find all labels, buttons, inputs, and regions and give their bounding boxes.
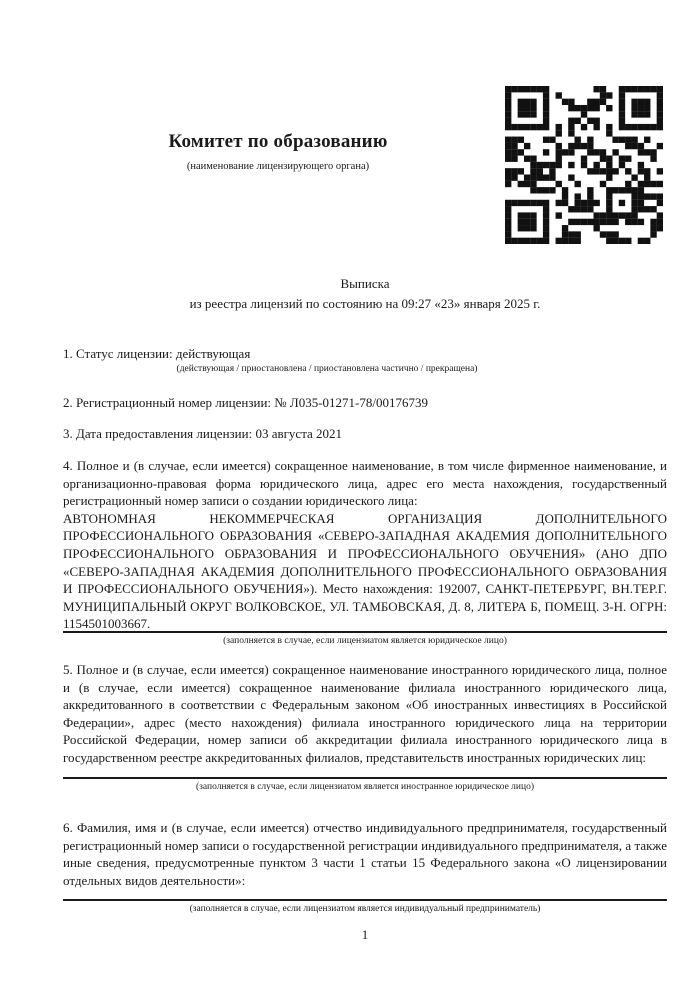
qr-code-icon — [505, 86, 663, 244]
field-license-status: 1. Статус лицензии: действующая — [63, 346, 251, 361]
field-foreign-entity: 5. Полное и (в случае, если имеется) сокращенное наименование иностранного юридического лица, полное и (в случае, если имеется) сокращенное наименование филиала иностранного юридического лица, аккредитованного в соответствии с Федеральным законом «Об иностранных инвестициях в Российской Федерации», адрес (место нахождения) филиала иностранного юридического лица на территории Российской Федерации, номер записи об аккредитации филиала иностранного юридического лица в государственном реестре аккредитованных филиалов, представительств иностранных юридических лиц: — [63, 662, 667, 765]
field-legal-entity — [63, 457, 667, 633]
divider-legal-entity — [63, 631, 667, 633]
entrepreneur-caption: (заполняется в случае, если лицензиатом является индивидуальный предприниматель) — [189, 904, 541, 914]
field-license-status-caption: (действующая / приостановлена / приостановлена частично / прекращена) — [176, 364, 478, 374]
field-legal-entity-intro: 4. Полное и (в случае, если имеется) сокращенное наименование, в том числе фирменное наименование, и организационно-правовая форма юридического лица, адрес его места нахождения, государственный регистрационный номер записи о создании юридического лица: — [63, 458, 667, 509]
field-legal-entity-value: АВТОНОМНАЯ НЕКОММЕРЧЕСКАЯ ОРГАНИЗАЦИЯ ДОПОЛНИТЕЛЬНОГО ПРОФЕССИОНАЛЬНОГО ОБРАЗОВАНИЯ «СЕВЕРО-ЗАПАДНАЯ АКАДЕМИЯ ДОПОЛНИТЕЛЬНОГО ПРОФЕССИОНАЛЬНОГО ОБРАЗОВАНИЯ И ПРОФЕССИОНАЛЬНОГО ОБУЧЕНИЯ» (АНО ДПО «СЕВЕРО-ЗАПАДНАЯ АКАДЕМИЯ ДОПОЛНИТЕЛЬНОГО ПРОФЕССИОНАЛЬНОГО ОБРАЗОВАНИЯ И ПРОФЕССИОНАЛЬНОГО ОБУЧЕНИЯ»). Место нахождения: 192007, САНКТ-ПЕТЕРБУРГ, ВН.ТЕР.Г. МУНИЦИПАЛЬНЫЙ ОКРУГ ВОЛКОВСКОЕ, УЛ. ТАМБОВСКАЯ, Д. 8, ЛИТЕРА Б, ПОМЕЩ. 3-Н. ОГРН: 1154501003667. — [63, 510, 667, 632]
licensing-authority-caption: (наименование лицензирующего органа) — [186, 161, 370, 172]
field-entrepreneur: 6. Фамилия, имя и (в случае, если имеется) отчество индивидуального предпринимателя, государственный регистрационный номер записи о государственной регистрации индивидуального предпринимателя, а также иные сведения, предусмотренные пунктом 3 части 1 статьи 15 Федерального закона «О лицензировании отдельных видов деятельности»: — [63, 820, 667, 888]
field-grant-date: 3. Дата предоставления лицензии: 03 августа 2021 — [63, 426, 343, 441]
licensing-authority-name: Комитет по образованию — [168, 131, 388, 152]
foreign-entity-caption: (заполняется в случае, если лицензиатом является иностранное юридическое лицо) — [196, 782, 534, 792]
field-registration-number: 2. Регистрационный номер лицензии: № Л035-01271-78/00176739 — [63, 395, 429, 410]
page-number: 1 — [361, 927, 369, 942]
divider-entrepreneur — [63, 899, 667, 901]
legal-entity-caption: (заполняется в случае, если лицензиатом является юридическое лицо) — [223, 636, 507, 646]
document-subtitle: из реестра лицензий по состоянию на 09:27 «23» января 2025 г. — [189, 296, 541, 311]
document-title: Выписка — [340, 276, 390, 291]
divider-foreign-entity — [63, 777, 667, 779]
